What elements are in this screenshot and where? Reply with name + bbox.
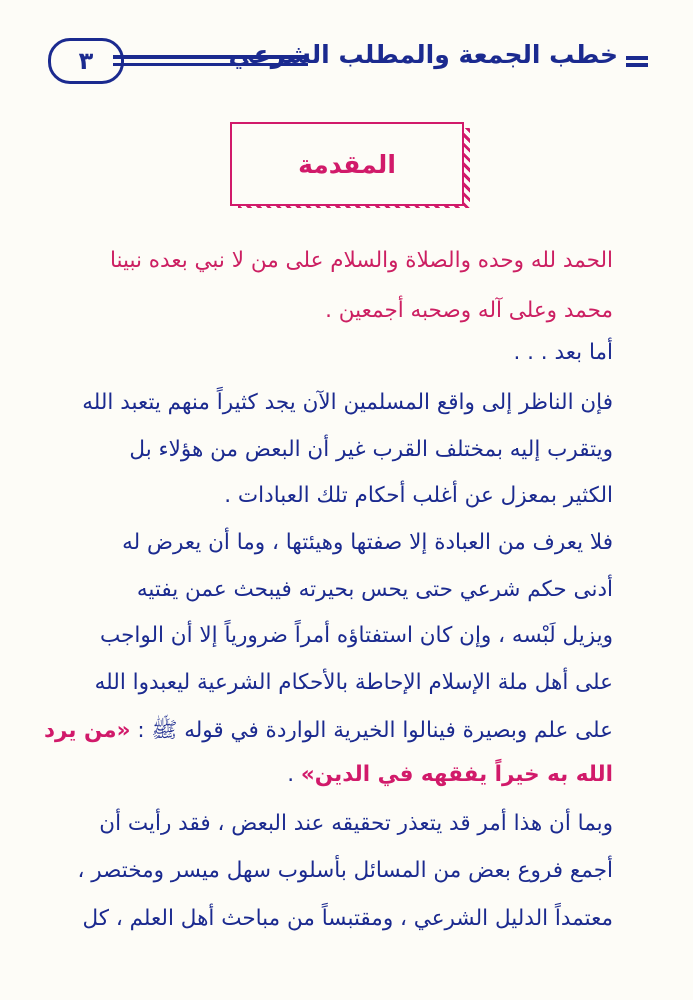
closing-line-2: أجمع فروع بعض من المسائل بأسلوب سهل ميسر ومختصر ، [77,858,613,883]
body-line-8: على أهل ملة الإسلام الإحاطة بالأحكام الشرعية ليعبدوا الله [94,670,613,695]
body-line-5: فلا يعرف من العبادة إلا صفتها وهيئتها ، وما أن يعرض له [122,530,613,555]
body-line-4: الكثير بمعزل عن أغلب أحكام تلك العبادات . [224,483,613,508]
page-number-badge [48,38,124,84]
hadith-quote-end: الله به خيراً يفقهه في الدين» [300,762,613,787]
body-line-6: أدنى حكم شرعي حتى يحس بحيرته فيبحث عمن يفتيه [136,577,613,602]
body-line-3: ويتقرب إليه بمختلف القرب غير أن البعض من هؤلاء بل [129,437,613,462]
page-number: ٣ [78,47,94,75]
header-dash-top [626,56,648,60]
hadith-quote-start: «من يرد [43,718,131,743]
intro-line-1: الحمد لله وحده والصلاة والسلام على من لا نبي بعده نبينا [109,248,613,273]
intro-line-2: محمد وعلى آله وصحبه أجمعين . [325,298,613,323]
section-title-box [230,122,464,206]
closing-line-3: معتمداً الدليل الشرعي ، ومقتبساً من مباحث أهل العلم ، كل [82,906,613,931]
body-line-2: فإن الناظر إلى واقع المسلمين الآن يجد كثيراً منهم يتعبد الله [82,390,613,415]
section-title: المقدمة [298,149,396,179]
book-title: خطب الجمعة والمطلب الشرعي [228,40,618,69]
closing-line-1: وبما أن هذا أمر قد يتعذر تحقيقه عند البعض ، فقد رأيت أن [99,811,613,836]
header-dash-bottom [626,63,648,67]
hadith-lead: على علم وبصيرة فينالوا الخيرية الواردة في قوله ﷺ : [137,718,613,743]
hadith-line-2 [48,762,613,787]
hadith-line-1 [43,717,613,748]
page-header [48,38,648,88]
hadith-end-punct: . [287,762,301,787]
body-line-1: أما بعد . . . [513,340,613,365]
body-line-7: ويزيل لَبْسه ، وإن كان استفتاؤه أمراً ضرورياً إلا أن الواجب [99,623,613,648]
